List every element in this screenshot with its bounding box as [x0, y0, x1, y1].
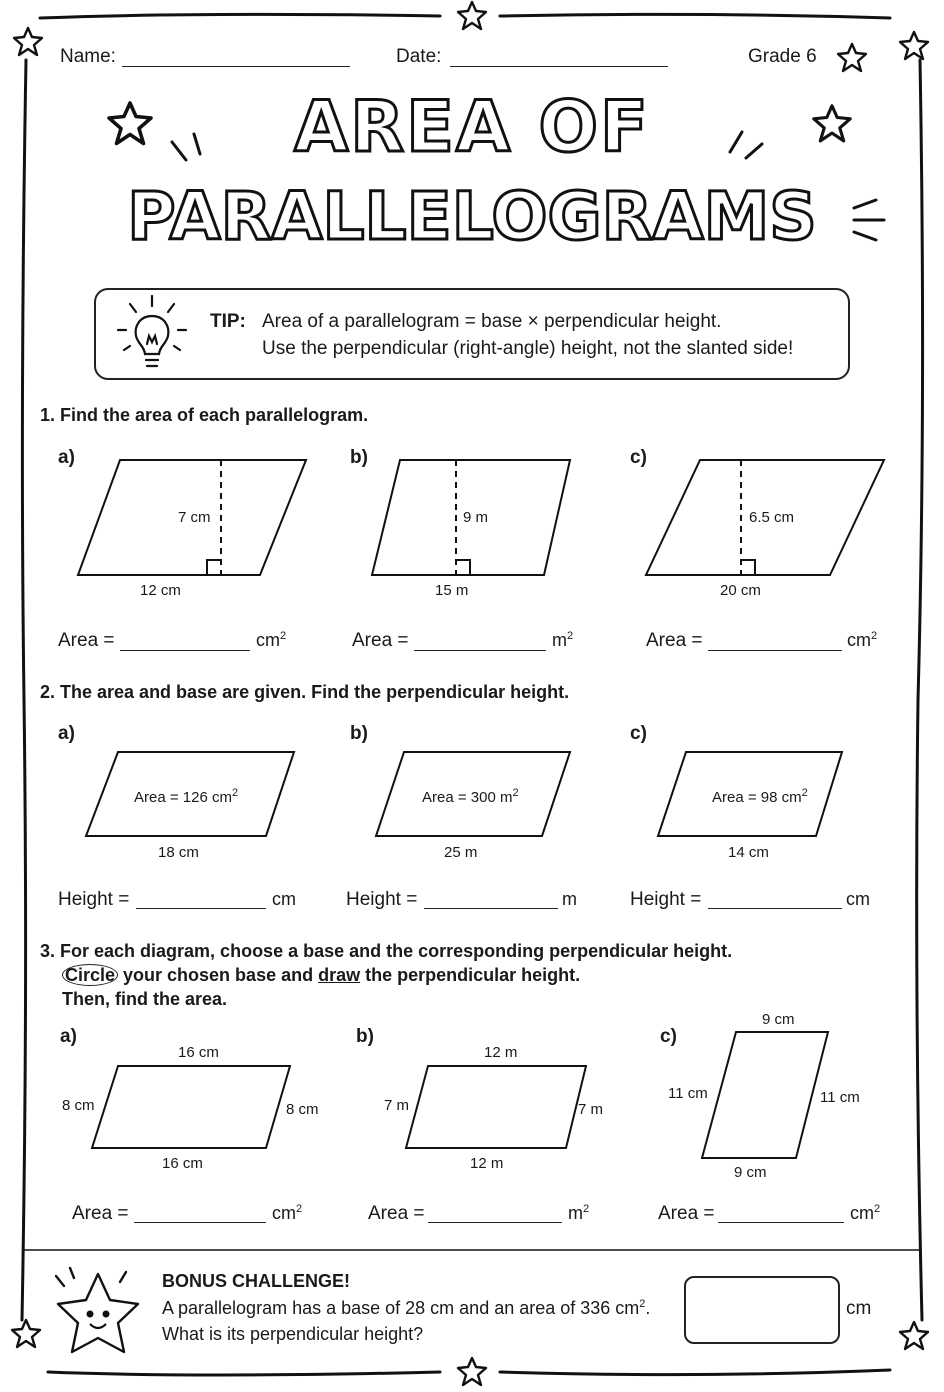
- smiling-star-icon: [40, 1262, 150, 1362]
- name-label: Name:: [60, 46, 116, 67]
- q1-b-unit: $m^2$: [552, 630, 574, 650]
- q3-a-answer-field[interactable]: [134, 1222, 266, 1223]
- q1-part-b-label: b): [350, 447, 368, 468]
- q2-c-unit: cm: [846, 889, 870, 909]
- q1-c-height: 6.5 cm: [749, 509, 795, 526]
- q2-c-answer-field[interactable]: [708, 908, 842, 909]
- q3-c-bottom: 9 cm: [734, 1164, 767, 1181]
- q1-c-answer-field[interactable]: [708, 650, 842, 651]
- q1-a-answer-label: Area =: [58, 630, 115, 651]
- q3-b-right: 7 m: [578, 1101, 604, 1118]
- bonus-title: BONUS CHALLENGE!: [162, 1271, 350, 1291]
- name-field[interactable]: [122, 66, 350, 67]
- q2-heading: 2. The area and base are given. Find the perpendicular height.: [40, 682, 570, 702]
- q3-b-unit: $m^2$: [568, 1203, 590, 1223]
- q3-part-c-label: c): [660, 1026, 677, 1047]
- q1-heading: 1. Find the area of each parallelogram.: [40, 405, 369, 425]
- q3-b-answer-label: Area =: [368, 1203, 425, 1224]
- q3-c-unit: $cm^2$: [850, 1203, 881, 1223]
- q2-b-answer-field[interactable]: [424, 908, 558, 909]
- lightbulb-icon: [112, 290, 192, 374]
- q1-c-answer-label: Area =: [646, 630, 703, 651]
- q1-part-a-label: a): [58, 447, 75, 468]
- q3-instruction-2: Then, find the area.: [62, 989, 228, 1009]
- q1-c-base: 20 cm: [720, 582, 761, 599]
- q3-a-right: 8 cm: [286, 1101, 319, 1118]
- q1-b-height: 9 m: [463, 509, 489, 526]
- tip-box: [94, 288, 850, 380]
- q3-b-answer-field[interactable]: [428, 1222, 562, 1223]
- title-line-1: AREA OF: [294, 86, 650, 168]
- bonus-text-2: What is its perpendicular height?: [162, 1324, 424, 1344]
- star-icon: [14, 28, 42, 55]
- q2-b-answer-label: Height =: [346, 889, 418, 910]
- star-icon: [12, 1320, 40, 1347]
- tip-text-1: Area of a parallelogram = base × perpendicular height.: [262, 311, 722, 332]
- q1-b-answer-field[interactable]: [414, 650, 546, 651]
- q3-a-answer-label: Area =: [72, 1203, 129, 1224]
- q1-b-answer-label: Area =: [352, 630, 409, 651]
- bonus-text-1: A parallelogram has a base of 28 cm and an area of 336 $cm^2$.: [162, 1298, 651, 1318]
- q1-a-height: 7 cm: [178, 509, 211, 526]
- star-icon: [900, 32, 928, 59]
- grade-label: Grade 6: [748, 46, 817, 67]
- star-icon: [838, 44, 866, 71]
- q2-part-c-label: c): [630, 723, 647, 744]
- q2-b-area: Area = 300 $m^2$: [422, 787, 519, 806]
- q3-c-left: 11 cm: [668, 1085, 708, 1102]
- q3-part-b-label: b): [356, 1026, 374, 1047]
- bonus-unit: cm: [846, 1298, 872, 1319]
- q2-a-base: 18 cm: [158, 844, 199, 861]
- star-icon: [900, 1322, 928, 1349]
- star-icon: [458, 1358, 486, 1385]
- q2-part-b-label: b): [350, 723, 368, 744]
- tip-text-2: Use the perpendicular (right-angle) height, not the slanted side!: [262, 338, 794, 359]
- q1-a-answer-field[interactable]: [120, 650, 250, 651]
- q3-part-a-label: a): [60, 1026, 77, 1047]
- q1-part-c-label: c): [630, 447, 647, 468]
- q3-a-bottom: 16 cm: [162, 1155, 203, 1172]
- q3-c-answer-label: Area =: [658, 1203, 715, 1224]
- q2-a-answer-field[interactable]: [136, 908, 266, 909]
- q2-b-unit: m: [562, 889, 577, 909]
- q2-a-unit: cm: [272, 889, 296, 909]
- q3-a-unit: $cm^2$: [272, 1203, 303, 1223]
- date-field[interactable]: [450, 66, 668, 67]
- q3-a-left: 8 cm: [62, 1097, 95, 1114]
- q3-b-left: 7 m: [384, 1097, 410, 1114]
- q2-a-answer-label: Height =: [58, 889, 130, 910]
- q3-a-top: 16 cm: [178, 1044, 219, 1061]
- q1-c-unit: $cm^2$: [847, 630, 878, 650]
- q2-a-area: Area = 126 $cm^2$: [134, 787, 239, 806]
- q2-b-base: 25 m: [444, 844, 478, 861]
- q3-c-right: 11 cm: [820, 1089, 860, 1106]
- q1-b-base: 15 m: [435, 582, 469, 599]
- title-line-2: PARALLELOGRAMS: [127, 178, 817, 255]
- q3-heading: 3. For each diagram, choose a base and the corresponding perpendicular height.: [40, 941, 733, 961]
- date-label: Date:: [396, 46, 442, 67]
- q3-b-bottom: 12 m: [470, 1155, 504, 1172]
- q3-instruction: Circle your chosen base and draw the perpendicular height.: [62, 965, 580, 986]
- q2-c-answer-label: Height =: [630, 889, 702, 910]
- q2-c-base: 14 cm: [728, 844, 769, 861]
- q2-c-area: Area = 98 $cm^2$: [712, 787, 808, 806]
- tip-label: TIP:: [210, 311, 246, 332]
- bonus-answer-box[interactable]: [684, 1276, 840, 1344]
- q3-c-answer-field[interactable]: [718, 1222, 844, 1223]
- q1-a-unit: $cm^2$: [256, 630, 287, 650]
- q1-a-base: 12 cm: [140, 582, 181, 599]
- q2-part-a-label: a): [58, 723, 75, 744]
- q3-b-top: 12 m: [484, 1044, 518, 1061]
- star-icon: [458, 2, 486, 29]
- q3-c-top: 9 cm: [762, 1011, 795, 1028]
